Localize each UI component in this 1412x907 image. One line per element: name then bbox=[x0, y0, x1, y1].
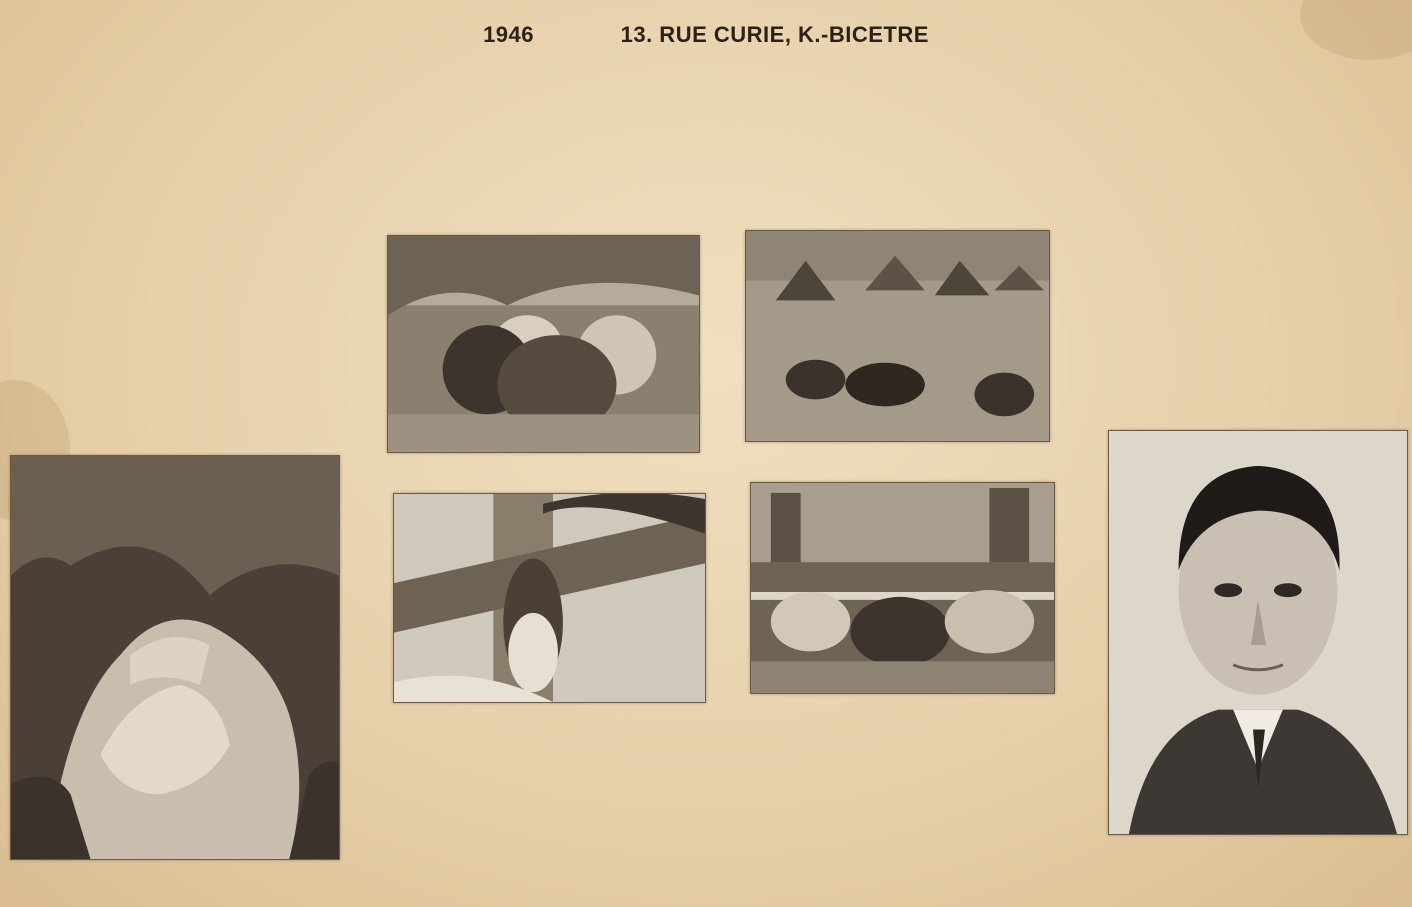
statue-photo bbox=[10, 455, 340, 860]
header-year: 1946 bbox=[483, 22, 535, 47]
event-description bbox=[400, 728, 1020, 734]
film-still-group-photo bbox=[387, 235, 700, 453]
portrait-photo bbox=[1108, 430, 1408, 835]
header-line bbox=[20, 22, 1392, 48]
header-address: 13. RUE CURIE, K.-BICETRE bbox=[620, 22, 929, 47]
film-still-cross-photo bbox=[393, 493, 706, 703]
film-still-camp-photo bbox=[745, 230, 1050, 442]
film-still-crowd-photo bbox=[750, 482, 1055, 694]
